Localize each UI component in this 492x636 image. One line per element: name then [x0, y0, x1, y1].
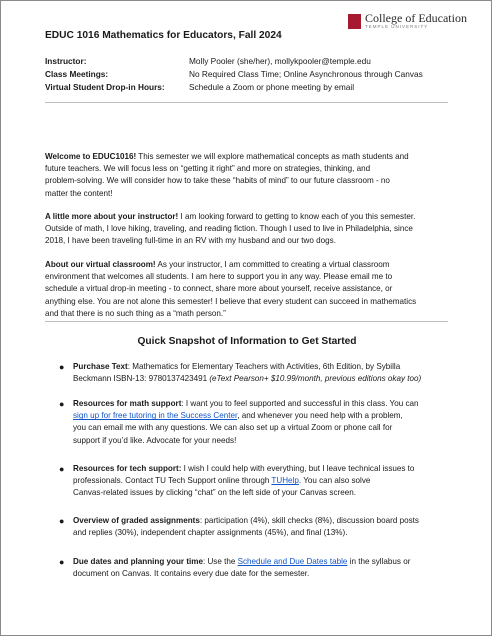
temple-seal-icon — [348, 14, 361, 29]
virtual-classroom-paragraph: About our virtual classroom! As your instructor, I am committed to creating a virtual classroom environment that welcomes all students. I am here to support you in any way. Please email me to schedule a virtual drop-in meeting - to connect, share more about yourself, receive assistance, or anything else. You are not alone this semester! I believe that every student can succeed in mathematics and that there is no such thing as a “math person.” — [45, 260, 417, 318]
success-center-link[interactable]: sign up for free tutoring in the Success Center — [73, 411, 238, 421]
info-label: Virtual Student Drop-in Hours: — [45, 82, 165, 92]
document-title: EDUC 1016 Mathematics for Educators, Fall 2024 — [45, 30, 282, 41]
bullet-icon: ● — [59, 362, 65, 372]
college-logo — [348, 12, 467, 30]
logo-main-text: College of Education — [365, 11, 467, 25]
divider — [45, 102, 448, 103]
info-value: Schedule a Zoom or phone meeting by email — [189, 82, 355, 92]
logo-sub-text: TEMPLE UNIVERSITY — [365, 24, 429, 29]
tuhelp-link[interactable]: TUHelp — [271, 476, 299, 486]
bullet-icon: ● — [59, 399, 65, 409]
info-value: No Required Class Time; Online Asynchronous through Canvas — [189, 69, 423, 79]
info-label: Class Meetings: — [45, 69, 109, 79]
schedule-table-link[interactable]: Schedule and Due Dates table — [237, 557, 348, 566]
info-label: Instructor: — [45, 56, 87, 66]
quick-snapshot-heading: Quick Snapshot of Information to Get Started — [137, 336, 357, 347]
welcome-paragraph: Welcome to EDUC1016! This semester we will explore mathematical concepts as math students and future teachers. We will focus less on “getting it right” and more on strategies, thinking, and problem-solving. We will consider how to take these “habits of mind” to our future classroom - no matter the content! — [45, 152, 409, 198]
about-instructor-paragraph: A little more about your instructor! I am looking forward to getting to know each of you this semester. Outside of math, I love hiking, traveling, and reading fiction. Though I used to live in Philadelphia, since 2018, I have been traveling full-time in an RV with my husband and our two dogs. — [45, 212, 416, 246]
bullet-icon: ● — [59, 464, 65, 474]
syllabus-page: College of Education TEMPLE UNIVERSITY EDUC 1016 Mathematics for Educators, Fall 2024 Instructor: Molly Pooler (she/her), mollykpooler@temple.edu Class Meetings: No Required Class Time; Online Asynchronous through Canvas Virtual Student Drop-in Hours: Schedule a Zoom or phone meeting by email Welcome to EDUC1016! This semester we will explore mathematical concepts as math students and future teachers. We will focus less on “getting it right” and more on strategies, thinking, and problem-solving. We will consider how to take these “habits of mind” to our future classroom - no matter the content! A little more about your instructor! I am looking forward to getting to know each of you this semester. Outside of math, I love hiking, traveling, and reading fiction. Though I used to live in Philadelphia, since 2018, I have been traveling full-time in an RV with my husband and our two dogs. About our virtual classroom! As your instructor, I am committed to creating a virtual classroom environment that welcomes all students. I am here to support you in any way. Please email me to schedule a virtual drop-in meeting - to connect, share more about yourself, receive assistance, or anything else. You are not alone this semester! I believe that every student can succeed in mathematics and that there is no such thing as a “math person.” Quick Snapshot of Information to Get Started ● Purchase Text: Mathematics for Elementary Teachers with Activities, 6th Edition, by Sybilla Beckmann ISBN-13: 9780137423491 (eText Pearson+ $10.99/month, previous editions okay too) ● Resources for math support: I want you to feel supported and successful in this class. You can sign up for free tutoring in the Success Center, and whenever you need help with a problem, you can email me with any questions. We can also set up a virtual Zoom or phone call for support if you’d like. Advocate for your needs! ● Resources for tech support: I wish I could help with everything, but I leave technical issues to professionals. Contact TU Tech Support online through TUHelp. You can also solve Canvas-related issues by clicking “chat” on the left side of your Canvas screen. ● Overview of graded assignments: participation (4%), skill checks (8%), discussion board posts and replies (30%), independent chapter assignments (45%), and final (13%). ● Due dates and planning your time: Use the Schedule and Due Dates table in the syllabus or document on Canvas. It contains every due date for the semester. — [0, 0, 492, 636]
divider — [45, 321, 448, 322]
bullet-icon: ● — [59, 516, 65, 526]
bullet-icon: ● — [59, 557, 65, 567]
info-value: Molly Pooler (she/her), mollykpooler@temple.edu — [189, 56, 371, 66]
